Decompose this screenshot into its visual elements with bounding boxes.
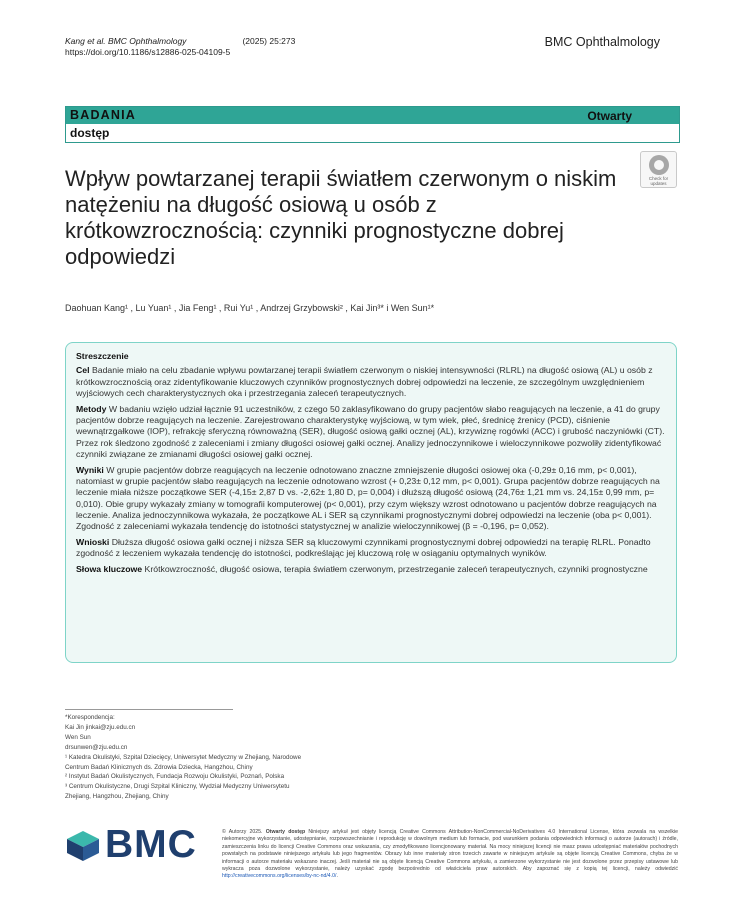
licence-bold: Otwarty dostęp xyxy=(265,829,306,835)
section-text: Dłuższa długość osiowa gałki ocznej i niższa SER są kluczowymi czynnikami prognostycznymi dobrej odpowiedzi na terapię RLRL. Ponadto zgodność z leczeniem wykazała tendencję do istotności, podkreślając jej kluczową rolę w osiąganiu optymalnych wyników. xyxy=(76,536,651,559)
check-for-updates-badge[interactable] xyxy=(640,151,677,188)
citation-year: (2025) 25:273 xyxy=(242,36,296,46)
citation-header xyxy=(65,36,295,58)
note-line: Centrum Badań Klinicznych ds. Zdrowia Dziecka, Hangzhou, Chiny xyxy=(65,763,253,771)
open-access-label-2: dostęp xyxy=(70,126,110,140)
section-label: Cel xyxy=(76,365,90,376)
note-line: Kai Jin jinkai@zju.edu.cn xyxy=(65,723,136,731)
bmc-cube-icon xyxy=(65,830,101,862)
bmc-wordmark: BMC xyxy=(105,823,197,866)
section-text: W grupie pacjentów dobrze reagujących na leczenie odnotowano znaczne zmniejszenie długości osiowej oka (-0,29± 0,16 mm, p< 0,001), natomiast w grupie pacjentów słabo reagujących na leczenie odnotowano wzrost (+ 0,23± 0,12 mm, p< 0,001). Grupa pacjentów dobrze reagujących na leczenie miała niższe początkowe SER (-4,15± 2,87 D vs. -2,62± 1,80 D, p= 0,004) i dłuższą długość osiową (24,76± 1,21 mm vs. 24,15± 0,99 mm, p= 0,010). Obie grupy wykazały zmiany w tomografii komputerowej (p< 0,001), przy czym większy wzrost odnotowano u pacjentów dobrze reagujących na leczenie. Analiza jednoczynnikowa wykazała, że początkowe AL i SER są czynnikami prognostycznymi dobrej odpowiedzi na leczenie (oba p< 0,001). Zgodność z zaleceniami wykazała tendencję do istotności statystycznej w analizie wieloczynnikowej (β = -0,196, p= 0,052). xyxy=(76,464,660,532)
article-type: BADANIA xyxy=(70,108,137,122)
article-type-band xyxy=(65,106,680,143)
doi-link[interactable]: https://doi.org/10.1186/s12886-025-04109-5 xyxy=(65,47,231,57)
abstract-results xyxy=(76,465,666,533)
note-line: ² Instytut Badań Okulistycznych, Fundacja Rozwoju Okulistyki, Poznań, Polska xyxy=(65,773,285,781)
section-text: Badanie miało na celu zbadanie wpływu powtarzanej terapii światłem czerwonym o niskiej intensywności (RLRL) na długość osiową (AL) u osób z krótkowzrocznością oraz zidentyfikowanie kluczowych czynników prognostycznych dobrej odpowiedzi na leczenie, ze szczególnym uwzględnieniem wyjściowych cech charakterystycznych oka i przestrzegania zaleceń terapeutycznych. xyxy=(76,365,653,398)
note-line: Zhejiang, Hangzhou, Zhejiang, Chiny xyxy=(65,793,169,801)
licence-text xyxy=(222,829,678,881)
section-label: Metody xyxy=(76,403,107,414)
note-line: ¹ Katedra Okulistyki, Szpital Dziecięcy, Uniwersytet Medyczny w Zhejiang, Narodowe xyxy=(65,753,302,761)
citation-authors: Kang et al. BMC Ophthalmology xyxy=(65,36,187,46)
note-line: Wen Sun xyxy=(65,733,91,741)
licence-prefix: © Autorzy 2025. xyxy=(222,829,263,835)
journal-name: BMC Ophthalmology xyxy=(544,35,660,49)
author-list: Daohuan Kang¹ , Lu Yuan¹ , Jia Feng¹ , Rui Yu¹ , Andrzej Grzybowski² , Kai Jin³* i Wen Sun¹* xyxy=(65,303,435,313)
article-title: Wpływ powtarzanej terapii światłem czerwonym o niskim natężeniu na długość osiową u osób z krótkowzrocznością: czynniki prognostyczne dobrej odpowiedzi xyxy=(65,166,617,269)
abstract-heading: Streszczenie xyxy=(76,351,129,361)
correspondence-notes xyxy=(65,713,301,802)
note-line: *Korespondencja: xyxy=(65,714,115,721)
abstract-keywords xyxy=(76,564,666,575)
section-text: Krótkowzroczność, długość osiowa, terapia światłem czerwonym, przestrzeganie zaleceń terapeutycznych, czynniki prognostyczne xyxy=(142,564,648,575)
section-text: W badaniu wzięło udział łącznie 91 uczestników, z czego 50 zaklasyfikowano do grupy pacjentów słabo reagujących na leczenie, a 41 do grupy pacjentów dobrze reagujących na leczenie. Zarejestrowano charakterystykę wyjściową, w tym wiek, płeć, średnicę źrenicy (PCD), ciśnienie wewnątrzgałkowe (IOP), refrakcję sferyczną równoważną (SER), długość osiową gałki ocznej (AL), krzywiznę rogówki (ACC) i grubość naczyniówki (CT). Przez rok śledzono zgodność z zaleceniami i zmiany długości osiowej gałki ocznej. Analizy jednoczynnikowe i wieloczynnikowe pozwoliły zidentyfikować czynniki związane ze zmianami długości osiowej gałki ocznej. xyxy=(76,403,665,459)
badge-text: Check for updates xyxy=(648,176,669,186)
note-line: drsunwen@zju.edu.cn xyxy=(65,743,128,751)
section-label: Słowa kluczowe xyxy=(76,564,143,575)
abstract-conclusions xyxy=(76,537,666,560)
note-line: ³ Centrum Okulistyczne, Drugi Szpital Kliniczny, Wydział Medyczny Uniwersytetu xyxy=(65,783,290,791)
open-access-label: Otwarty xyxy=(587,109,632,123)
licence-body: Niniejszy artykuł jest objęty licencją Creative Commons Attribution-NonCommercial-NoDerivatives 4.0 International License, która zezwala na wszelkie niekomercyjne wykorzystanie, udostępnianie, rozpowszechnianie i reprodukcję w dowolnym medium lub formacie, pod warunkiem podania odpowiednich informacji o autorze (autorach) i źródle, zamieszczenia linku do licencji Creative Commons oraz wskazania, czy zmodyfikowano licencjonowany materiał. Na mocy niniejszej licencji nie masz prawa udostępniać materiałów pochodnych powstałych na podstawie niniejszego artykułu lub jego fragmentów. Obrazy lub inne materiały stron trzecich zawarte w niniejszym artykule są objęte licencją Creative Commons, chyba że w informacji o autorze materiału wskazano inaczej. Jeśli materiał nie są objęte licencją Creative Commons artykułu, a zamierzone wykorzystanie nie jest dozwolone przez przepisy ustawowe lub wykracza poza dozwolone wykorzystanie, należy uzyskać zgodę bezpośrednio od właściciela praw autorskich. Aby zapoznać się z kopią tej licencji, należy odwiedzić xyxy=(222,829,678,873)
abstract-box xyxy=(65,342,677,663)
abstract-objective xyxy=(76,365,666,399)
section-label: Wnioski xyxy=(76,536,110,547)
licence-suffix: . xyxy=(336,873,338,880)
footnote-divider xyxy=(65,709,233,710)
check-updates-icon-inner xyxy=(654,160,664,170)
section-label: Wyniki xyxy=(76,464,104,475)
bmc-logo xyxy=(65,823,197,866)
licence-link[interactable]: http://creativecommons.org/licenses/by-nc-nd/4.0/ xyxy=(222,873,337,880)
abstract-methods xyxy=(76,404,666,460)
